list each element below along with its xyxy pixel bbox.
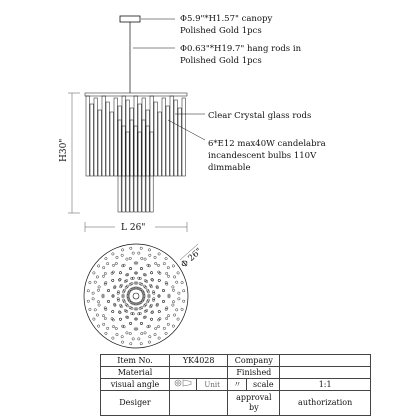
crystal-rod-top <box>107 289 109 291</box>
crystal-rod-top <box>167 314 169 316</box>
crystal-rod <box>86 96 89 176</box>
crystal-rod-top <box>123 289 125 291</box>
crystal-rod-top <box>147 291 149 293</box>
crystal-rod-top <box>136 308 138 310</box>
visual-angle-label: visual angle <box>101 379 170 391</box>
crystal-rod <box>162 98 165 176</box>
crystal-rod-top <box>148 296 150 298</box>
crystal-rod-top <box>151 279 153 281</box>
crystal-rod-top <box>132 252 134 254</box>
crystal-rod-top <box>92 298 94 300</box>
finished-label: Finished <box>228 367 280 379</box>
crystal-rod-top <box>167 275 169 277</box>
crystal-rod-top <box>157 264 159 266</box>
crystal-rod-top <box>102 323 104 325</box>
crystal-rod-top <box>105 332 107 334</box>
crystal-rod-top <box>141 257 143 259</box>
company-label: Company <box>228 355 280 367</box>
crystal-rod-top <box>97 301 99 303</box>
crystal-rod-top <box>115 327 117 329</box>
crystal-rod-top <box>118 311 120 313</box>
crystal-callout: Clear Crystal glass rods <box>208 111 312 121</box>
crystal-rod-top <box>144 316 146 318</box>
crystal-rod-top <box>176 309 178 311</box>
crystal-rod-top <box>111 310 113 312</box>
crystal-rod-top <box>116 333 118 335</box>
crystal-rod-top <box>112 264 114 266</box>
crystal-rod-top <box>162 289 164 291</box>
crystal-rod-top <box>121 336 123 338</box>
crystal-rod-top <box>121 254 123 256</box>
crystal-rod-top <box>154 327 156 329</box>
crystal-rod <box>126 100 129 176</box>
crystal-rod-top <box>121 325 123 327</box>
crystal-rod <box>110 112 113 176</box>
title-block <box>100 354 371 416</box>
crystal-rod-top <box>112 253 114 255</box>
crystal-rod-top <box>148 249 150 251</box>
crystal-rod-top <box>172 286 174 288</box>
crystal-rod-top <box>158 253 160 255</box>
crystal-rod-top <box>138 252 140 254</box>
crystal-rod-top <box>87 290 89 292</box>
crystal-rod <box>182 98 185 176</box>
crystal-rod-top <box>157 325 159 327</box>
crystal-rod-top <box>140 322 142 324</box>
crystal-rod-top <box>104 317 106 319</box>
crystal-rod-top <box>105 257 107 259</box>
crystal-rod-top <box>183 290 185 292</box>
crystal-rod-inner <box>146 126 149 212</box>
crystal-rod-top <box>140 343 142 345</box>
scale-value: 1:1 <box>280 379 371 391</box>
crystal-rod-top <box>176 281 178 283</box>
crystal-rod-top <box>121 341 123 343</box>
crystal-rod-top <box>153 292 155 294</box>
crystal-rod-top <box>173 276 175 278</box>
crystal-rod-top <box>151 278 153 280</box>
crystal-rod-top <box>126 316 128 318</box>
crystal-rod <box>98 110 101 176</box>
crystal-rod-top <box>140 247 142 249</box>
crystal-rod-top <box>166 307 168 309</box>
crystal-rod <box>154 102 157 176</box>
crystal-rod-top <box>162 300 164 302</box>
top-view-outline <box>84 244 188 348</box>
crystal-rod <box>178 108 181 176</box>
crystal-rod-top <box>123 299 125 301</box>
crystal-rod-top <box>167 266 169 268</box>
crystal-rod-top <box>105 308 107 310</box>
crystal-rod-top <box>112 325 114 327</box>
crystal-rod-top <box>158 337 160 339</box>
crystal-rod-top <box>144 332 146 334</box>
crystal-rod-top <box>117 299 119 301</box>
crystal-rod-top <box>147 264 149 266</box>
crystal-rod <box>122 96 125 176</box>
crystal-rod-top <box>150 271 152 273</box>
crystal-rod <box>166 106 169 176</box>
canopy <box>120 16 140 22</box>
crystal-rod-top <box>105 281 107 283</box>
canopy-callout: Φ5.9"*H1.57" canopy Polished Gold 1pcs <box>180 14 273 36</box>
material-label: Material <box>101 367 170 379</box>
crystal-rod-top <box>140 267 142 269</box>
crystal-rod-top <box>126 332 128 334</box>
crystal-rod-top <box>131 283 133 285</box>
crystal-rod-top <box>102 275 104 277</box>
crystal-rod-top <box>134 282 136 284</box>
crystal-rod-top <box>131 277 133 279</box>
crystal-rod <box>118 106 121 176</box>
crystal-rod-top <box>178 292 180 294</box>
crystal-rod-top <box>148 325 150 327</box>
top-view-hub <box>133 293 139 299</box>
crystal-rod-top <box>96 314 98 316</box>
bulbs-callout: 6*E12 max40W candelabra incandescent bulbs 110V dimmable <box>208 139 326 173</box>
crystal-rod-top <box>165 272 167 274</box>
crystal-rod-top <box>177 318 179 320</box>
crystal-rod <box>174 100 177 176</box>
crystal-rod-top <box>129 306 131 308</box>
crystal-rod-top <box>154 262 156 264</box>
crystal-rod-top <box>104 307 106 309</box>
crystal-rod-top <box>106 327 108 329</box>
crystal-rod-top <box>177 272 179 274</box>
unit-label: Unit <box>197 379 228 391</box>
crystal-rod <box>114 98 117 176</box>
crystal-rod-top <box>87 300 89 302</box>
crystal-rod-top <box>130 247 132 249</box>
crystal-rod-top <box>117 292 119 294</box>
rods-callout: Φ0.63"*H19.7" hang rods in Polished Gold 1pcs <box>180 44 302 66</box>
crystal-rod-top <box>183 300 185 302</box>
crystal-rod-top <box>181 308 183 310</box>
crystal-rod-top <box>165 257 167 259</box>
crystal-rod-top <box>123 301 125 303</box>
crystal-rod-top <box>119 311 121 313</box>
crystal-rod-top <box>114 304 116 306</box>
crystal-rod-top <box>172 325 174 327</box>
crystal-rod-top <box>123 291 125 293</box>
crystal-rod-top <box>113 286 115 288</box>
crystal-rod-top <box>123 326 125 328</box>
crystal-rod-top <box>129 322 131 324</box>
crystal-rod-top <box>129 267 131 269</box>
material-value <box>170 367 228 379</box>
crystal-rod-top <box>147 299 149 301</box>
designer-label: Desiger <box>101 391 170 416</box>
scale-label: scale <box>247 379 280 391</box>
crystal-rod-top <box>121 249 123 251</box>
crystal-rod-top <box>152 299 154 301</box>
crystal-rod <box>90 104 93 176</box>
crystal-rods-body <box>85 93 187 212</box>
company-value <box>280 355 371 367</box>
crystal-rod-top <box>146 301 148 303</box>
crystal-rod-top <box>119 318 121 320</box>
crystal-rod-top <box>93 318 95 320</box>
crystal-rod-top <box>163 262 165 264</box>
crystal-rod-top <box>172 304 174 306</box>
crystal-rod-top <box>151 311 153 313</box>
crystal-rod <box>158 112 161 176</box>
crystal-rod-top <box>97 325 99 327</box>
crystal-rod-top <box>129 332 131 334</box>
crystal-collar <box>85 93 187 96</box>
crystal-rod-top <box>167 323 169 325</box>
crystal-rod-top <box>166 283 168 285</box>
crystal-rod-top <box>93 272 95 274</box>
crystal-rod-top <box>148 265 150 267</box>
crystal-rod <box>170 96 173 176</box>
crystal-rod-top <box>165 332 167 334</box>
crystal-rod-top <box>139 307 141 309</box>
crystal-rod-top <box>172 301 174 303</box>
crystal-rod-top <box>156 286 158 288</box>
crystal-rod-inner <box>150 132 153 212</box>
crystal-rod-top <box>144 258 146 260</box>
crystal-rod-top <box>181 281 183 283</box>
crystal-rod-top <box>130 343 132 345</box>
crystal-rod-top <box>172 265 174 267</box>
crystal-rod <box>138 104 141 176</box>
finished-value <box>280 367 371 379</box>
crystal-rod-top <box>112 337 114 339</box>
crystal-rod-top <box>89 281 91 283</box>
crystal-rod-top <box>118 279 120 281</box>
crystal-rod-top <box>165 317 167 319</box>
crystal-rod <box>150 96 153 176</box>
designer-value <box>170 391 228 416</box>
crystal-rod-top <box>151 311 153 313</box>
crystal-rod-top <box>106 262 108 264</box>
crystal-rod-top <box>148 341 150 343</box>
crystal-rod-top <box>154 333 156 335</box>
crystal-rod <box>94 98 97 176</box>
crystal-rod-inner <box>142 120 145 212</box>
crystal-rod-top <box>168 294 170 296</box>
crystal-rod-top <box>104 272 106 274</box>
crystal-rod-top <box>149 336 151 338</box>
crystal-rod-top <box>102 266 104 268</box>
crystal-rod-top <box>119 278 121 280</box>
crystal-rod-top <box>138 338 140 340</box>
crystal-rod-top <box>123 264 125 266</box>
crystal-rod-top <box>129 257 131 259</box>
crystal-rod-top <box>94 309 96 311</box>
crystal-rod-top <box>132 313 134 315</box>
crystal-rod <box>146 110 149 176</box>
crystal-rod-top <box>97 289 99 291</box>
crystal-rod-top <box>116 256 118 258</box>
crystal-rod-top <box>98 304 100 306</box>
crystal-rod-top <box>138 277 140 279</box>
crystal-rod-top <box>141 332 143 334</box>
crystal-rod-top <box>89 308 91 310</box>
crystal-rod-top <box>96 276 98 278</box>
crystal-rod <box>102 96 105 176</box>
crystal-rod-top <box>173 314 175 316</box>
crystal-rod-top <box>126 274 128 276</box>
crystal-rod-top <box>143 273 145 275</box>
crystal-rod-top <box>139 312 141 314</box>
crystal-rod-top <box>156 304 158 306</box>
crystal-rod-inner <box>134 126 137 212</box>
crystal-rod-inner <box>130 120 133 212</box>
crystal-rod-top <box>178 298 180 300</box>
crystal-rod-top <box>122 296 124 298</box>
crystal-rod-top <box>172 289 174 291</box>
crystal-rod-top <box>132 338 134 340</box>
crystal-rod-top <box>158 279 160 281</box>
crystal-rod-top <box>158 310 160 312</box>
crystal-rod-top <box>147 326 149 328</box>
crystal-rod-top <box>121 265 123 267</box>
crystal-rod <box>130 108 133 176</box>
projection-symbol-icon <box>170 379 197 391</box>
height-dim-label: H30" <box>59 138 69 162</box>
crystal-rod-top <box>102 294 104 296</box>
crystal-rod-top <box>119 271 121 273</box>
authorization-label: authorization <box>280 391 371 416</box>
crystal-rod-top <box>141 283 143 285</box>
crystal-rod <box>134 96 137 176</box>
top-view <box>84 244 188 348</box>
unit-value: 〃 <box>228 379 247 391</box>
approval-label: approval by <box>228 391 280 416</box>
diameter-dim-label: Φ 26" <box>179 246 205 271</box>
crystal-rod-inner <box>126 132 129 212</box>
crystal-rod-top <box>136 262 138 264</box>
item-no-label: Item No. <box>101 355 170 367</box>
crystal-rod-top <box>165 281 167 283</box>
crystal-rod-top <box>102 314 104 316</box>
crystal-rod-top <box>129 283 131 285</box>
crystal-rod-top <box>115 262 117 264</box>
crystal-rod-top <box>150 318 152 320</box>
crystal-rod-top <box>112 279 114 281</box>
crystal-rod <box>142 98 145 176</box>
crystal-rod-top <box>126 258 128 260</box>
item-no-value: YK4028 <box>170 355 228 367</box>
crystal-rod-top <box>104 283 106 285</box>
crystal-rod-top <box>165 308 167 310</box>
crystal-rod-top <box>149 254 151 256</box>
crystal-rod-top <box>146 289 148 291</box>
crystal-rod-top <box>141 306 143 308</box>
crystal-rod-top <box>139 283 141 285</box>
crystal-rod <box>106 102 109 176</box>
crystal-rod-top <box>134 328 136 330</box>
crystal-rod-top <box>97 265 99 267</box>
crystal-rod-top <box>92 292 94 294</box>
crystal-rod-inner <box>138 132 141 212</box>
crystal-rod-top <box>131 307 133 309</box>
crystal-rod-top <box>98 286 100 288</box>
crystal-rod-top <box>94 281 96 283</box>
width-dim-label: L 26" <box>121 223 146 233</box>
crystal-rod-top <box>154 256 156 258</box>
crystal-rod-inner <box>118 120 121 212</box>
crystal-rod-inner <box>122 126 125 212</box>
crystal-rod-top <box>163 327 165 329</box>
crystal-rod-top <box>107 300 109 302</box>
